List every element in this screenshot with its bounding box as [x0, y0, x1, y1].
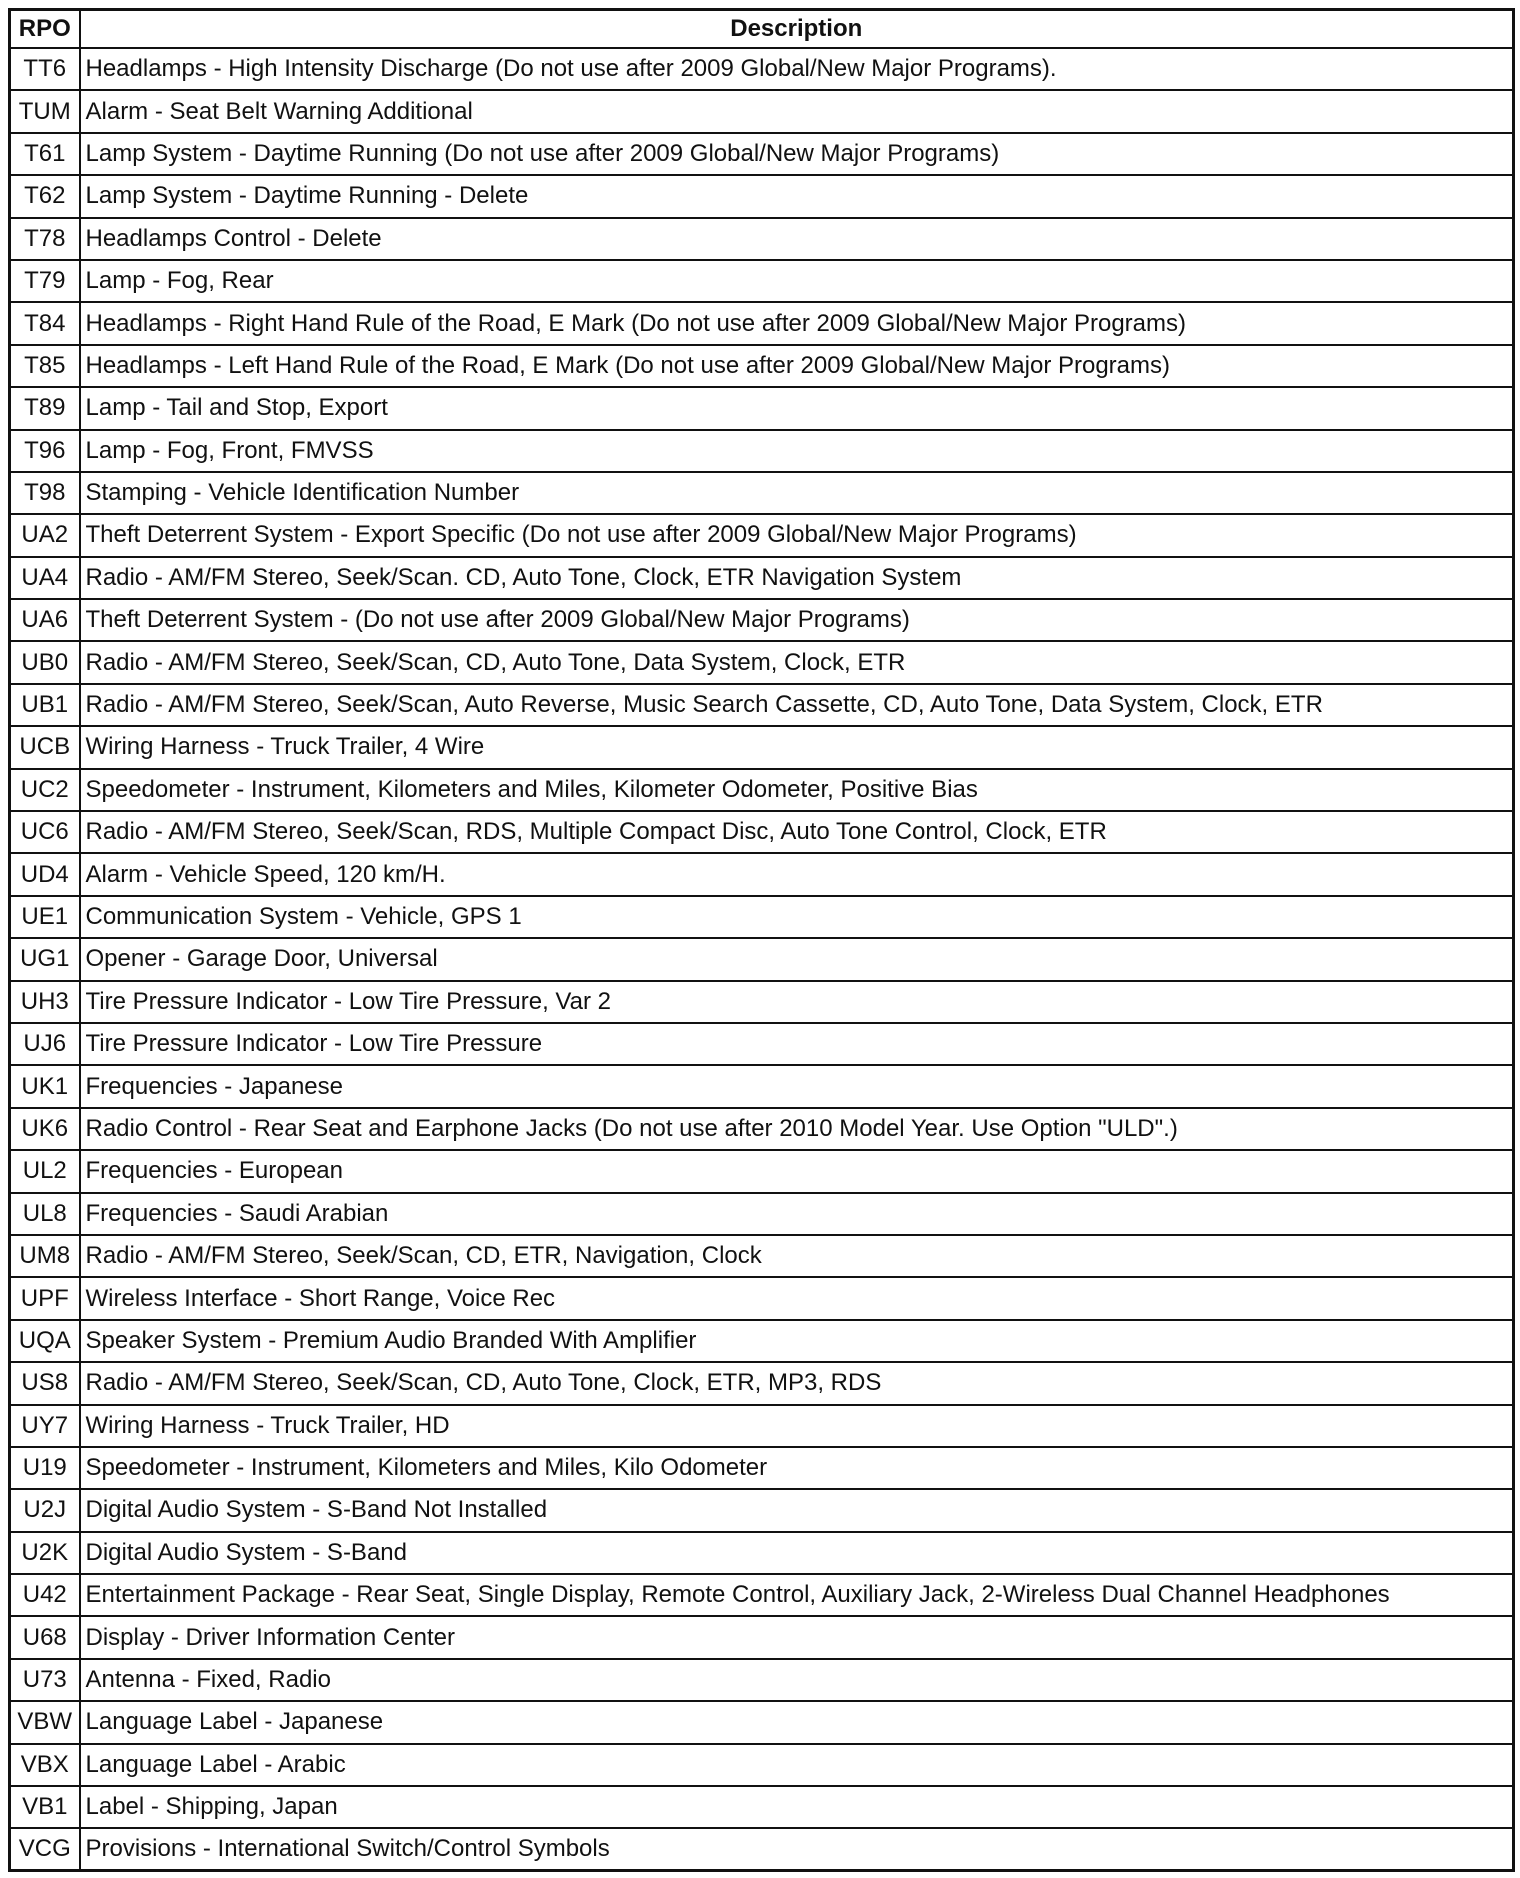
table-row [10, 1405, 1514, 1447]
table-header [10, 10, 1514, 49]
table-row [10, 1447, 1514, 1489]
table-row [10, 1574, 1514, 1616]
description-cell: Opener - Garage Door, Universal [80, 938, 1514, 980]
description-cell: Wiring Harness - Truck Trailer, 4 Wire [80, 726, 1514, 768]
table-row [10, 811, 1514, 853]
rpo-code-cell: T62 [10, 175, 80, 217]
description-cell: Language Label - Japanese [80, 1701, 1514, 1743]
table-row [10, 1616, 1514, 1658]
rpo-column-header: RPO [10, 10, 80, 49]
description-cell: Frequencies - Saudi Arabian [80, 1193, 1514, 1235]
table-row [10, 1744, 1514, 1786]
description-column-header: Description [80, 10, 1514, 49]
table-row [10, 90, 1514, 132]
rpo-code-cell: U2J [10, 1489, 80, 1531]
description-cell: Radio - AM/FM Stereo, Seek/Scan, CD, Auto Tone, Data System, Clock, ETR [80, 641, 1514, 683]
rpo-code-cell: VB1 [10, 1786, 80, 1828]
rpo-code-cell: UQA [10, 1320, 80, 1362]
table-row [10, 684, 1514, 726]
rpo-code-cell: UD4 [10, 853, 80, 895]
rpo-code-cell: T85 [10, 345, 80, 387]
rpo-code-cell: UL2 [10, 1150, 80, 1192]
rpo-code-cell: US8 [10, 1362, 80, 1404]
description-cell: Communication System - Vehicle, GPS 1 [80, 896, 1514, 938]
table-row [10, 1193, 1514, 1235]
header-row [10, 10, 1514, 49]
description-cell: Lamp - Fog, Front, FMVSS [80, 430, 1514, 472]
rpo-code-cell: UM8 [10, 1235, 80, 1277]
rpo-code-cell: T61 [10, 133, 80, 175]
table-row [10, 1150, 1514, 1192]
description-cell: Lamp - Fog, Rear [80, 260, 1514, 302]
description-cell: Speedometer - Instrument, Kilometers and Miles, Kilometer Odometer, Positive Bias [80, 769, 1514, 811]
table-row [10, 1532, 1514, 1574]
description-cell: Language Label - Arabic [80, 1744, 1514, 1786]
table-row [10, 557, 1514, 599]
table-row [10, 1277, 1514, 1319]
description-cell: Lamp - Tail and Stop, Export [80, 387, 1514, 429]
description-cell: Wiring Harness - Truck Trailer, HD [80, 1405, 1514, 1447]
table-row [10, 599, 1514, 641]
description-cell: Headlamps - High Intensity Discharge (Do not use after 2009 Global/New Major Programs). [80, 48, 1514, 90]
description-cell: Frequencies - European [80, 1150, 1514, 1192]
description-cell: Radio - AM/FM Stereo, Seek/Scan, CD, Auto Tone, Clock, ETR, MP3, RDS [80, 1362, 1514, 1404]
rpo-code-cell: UC2 [10, 769, 80, 811]
rpo-code-cell: UY7 [10, 1405, 80, 1447]
description-cell: Headlamps - Right Hand Rule of the Road, E Mark (Do not use after 2009 Global/New Major Programs) [80, 302, 1514, 344]
rpo-code-cell: T79 [10, 260, 80, 302]
description-cell: Frequencies - Japanese [80, 1065, 1514, 1107]
rpo-code-cell: UL8 [10, 1193, 80, 1235]
description-cell: Radio Control - Rear Seat and Earphone Jacks (Do not use after 2010 Model Year. Use Option "ULD".) [80, 1108, 1514, 1150]
table-row [10, 853, 1514, 895]
table-body [10, 48, 1514, 1871]
table-row [10, 896, 1514, 938]
table-row [10, 514, 1514, 556]
rpo-code-cell: UK1 [10, 1065, 80, 1107]
table-row [10, 641, 1514, 683]
rpo-code-cell: UK6 [10, 1108, 80, 1150]
description-cell: Speedometer - Instrument, Kilometers and Miles, Kilo Odometer [80, 1447, 1514, 1489]
rpo-code-cell: UH3 [10, 981, 80, 1023]
rpo-code-cell: UB0 [10, 641, 80, 683]
rpo-code-cell: T78 [10, 218, 80, 260]
rpo-code-cell: U68 [10, 1616, 80, 1658]
table-row [10, 1489, 1514, 1531]
description-cell: Label - Shipping, Japan [80, 1786, 1514, 1828]
rpo-code-cell: T89 [10, 387, 80, 429]
table-row [10, 430, 1514, 472]
rpo-code-cell: UC6 [10, 811, 80, 853]
description-cell: Radio - AM/FM Stereo, Seek/Scan. CD, Auto Tone, Clock, ETR Navigation System [80, 557, 1514, 599]
table-row [10, 1023, 1514, 1065]
rpo-code-cell: T84 [10, 302, 80, 344]
description-cell: Radio - AM/FM Stereo, Seek/Scan, Auto Reverse, Music Search Cassette, CD, Auto Tone, Data System, Clock, ETR [80, 684, 1514, 726]
description-cell: Speaker System - Premium Audio Branded With Amplifier [80, 1320, 1514, 1362]
table-row [10, 1786, 1514, 1828]
rpo-code-cell: UJ6 [10, 1023, 80, 1065]
rpo-table [8, 8, 1515, 1872]
rpo-code-cell: UB1 [10, 684, 80, 726]
table-row [10, 1320, 1514, 1362]
table-row [10, 981, 1514, 1023]
rpo-table-container [8, 8, 1512, 1872]
description-cell: Radio - AM/FM Stereo, Seek/Scan, CD, ETR, Navigation, Clock [80, 1235, 1514, 1277]
description-cell: Stamping - Vehicle Identification Number [80, 472, 1514, 514]
description-cell: Theft Deterrent System - Export Specific (Do not use after 2009 Global/New Major Programs) [80, 514, 1514, 556]
rpo-code-cell: UA6 [10, 599, 80, 641]
rpo-code-cell: TT6 [10, 48, 80, 90]
description-cell: Headlamps - Left Hand Rule of the Road, E Mark (Do not use after 2009 Global/New Major Programs) [80, 345, 1514, 387]
description-cell: Digital Audio System - S-Band Not Installed [80, 1489, 1514, 1531]
description-cell: Lamp System - Daytime Running - Delete [80, 175, 1514, 217]
description-cell: Wireless Interface - Short Range, Voice Rec [80, 1277, 1514, 1319]
table-row [10, 133, 1514, 175]
description-cell: Radio - AM/FM Stereo, Seek/Scan, RDS, Multiple Compact Disc, Auto Tone Control, Clock, ETR [80, 811, 1514, 853]
table-row [10, 48, 1514, 90]
rpo-code-cell: T96 [10, 430, 80, 472]
table-row [10, 472, 1514, 514]
description-cell: Display - Driver Information Center [80, 1616, 1514, 1658]
rpo-code-cell: UCB [10, 726, 80, 768]
table-row [10, 218, 1514, 260]
table-row [10, 175, 1514, 217]
description-cell: Digital Audio System - S-Band [80, 1532, 1514, 1574]
description-cell: Entertainment Package - Rear Seat, Single Display, Remote Control, Auxiliary Jack, 2-Wireless Dual Channel Headphones [80, 1574, 1514, 1616]
description-cell: Theft Deterrent System - (Do not use after 2009 Global/New Major Programs) [80, 599, 1514, 641]
description-cell: Provisions - International Switch/Control Symbols [80, 1828, 1514, 1870]
table-row [10, 726, 1514, 768]
rpo-code-cell: U42 [10, 1574, 80, 1616]
rpo-code-cell: UG1 [10, 938, 80, 980]
rpo-code-cell: UE1 [10, 896, 80, 938]
table-row [10, 260, 1514, 302]
rpo-code-cell: TUM [10, 90, 80, 132]
rpo-code-cell: UA4 [10, 557, 80, 599]
table-row [10, 1235, 1514, 1277]
description-cell: Tire Pressure Indicator - Low Tire Pressure, Var 2 [80, 981, 1514, 1023]
rpo-code-cell: U2K [10, 1532, 80, 1574]
table-row [10, 1065, 1514, 1107]
rpo-code-cell: UPF [10, 1277, 80, 1319]
description-cell: Antenna - Fixed, Radio [80, 1659, 1514, 1701]
table-row [10, 1108, 1514, 1150]
description-cell: Alarm - Vehicle Speed, 120 km/H. [80, 853, 1514, 895]
table-row [10, 345, 1514, 387]
rpo-code-cell: T98 [10, 472, 80, 514]
table-row [10, 387, 1514, 429]
table-row [10, 1828, 1514, 1870]
table-row [10, 1362, 1514, 1404]
rpo-code-cell: VBW [10, 1701, 80, 1743]
table-row [10, 1701, 1514, 1743]
description-cell: Alarm - Seat Belt Warning Additional [80, 90, 1514, 132]
description-cell: Lamp System - Daytime Running (Do not use after 2009 Global/New Major Programs) [80, 133, 1514, 175]
description-cell: Headlamps Control - Delete [80, 218, 1514, 260]
table-row [10, 769, 1514, 811]
rpo-code-cell: U73 [10, 1659, 80, 1701]
description-cell: Tire Pressure Indicator - Low Tire Pressure [80, 1023, 1514, 1065]
rpo-code-cell: U19 [10, 1447, 80, 1489]
table-row [10, 938, 1514, 980]
rpo-code-cell: VBX [10, 1744, 80, 1786]
table-row [10, 302, 1514, 344]
rpo-code-cell: VCG [10, 1828, 80, 1870]
table-row [10, 1659, 1514, 1701]
rpo-code-cell: UA2 [10, 514, 80, 556]
